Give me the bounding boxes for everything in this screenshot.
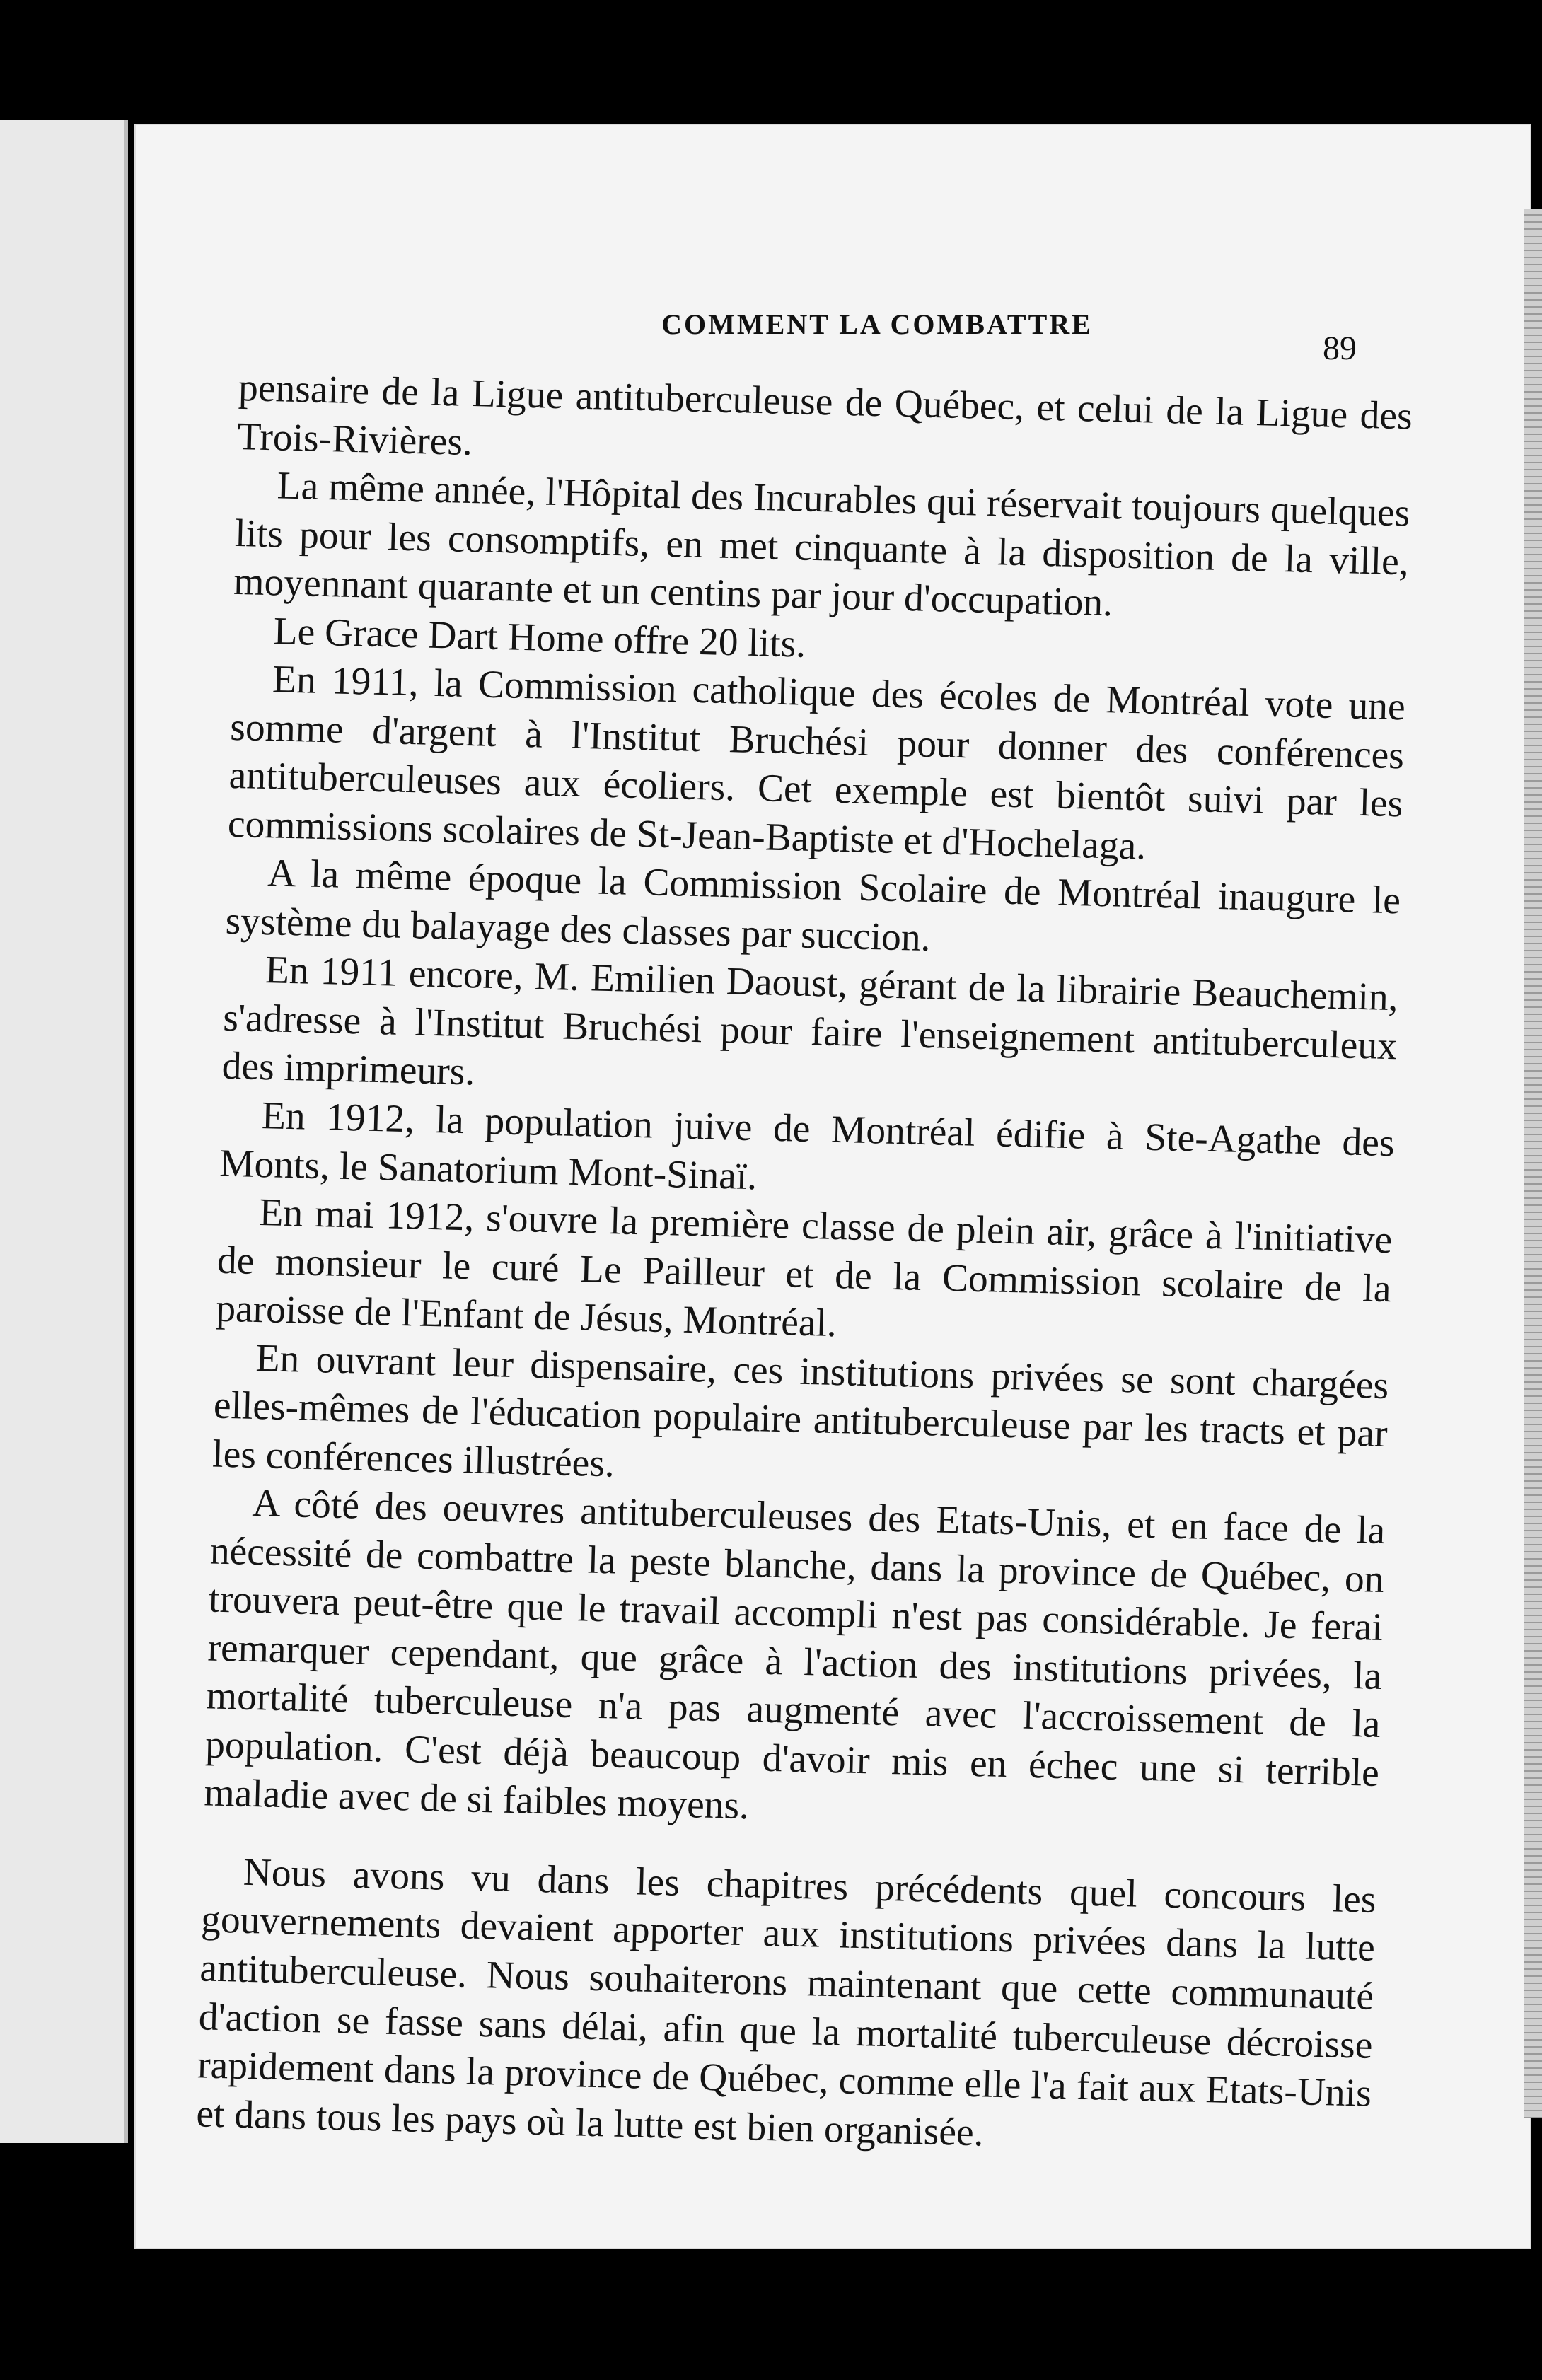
book-page: [134, 124, 1531, 2249]
paragraph: En ouvrant leur dispensaire, ces institutions privées se sont chargées elles-mêmes de l'éducation populaire antituberculeuse par les tracts et par les conférences illustrées.: [211, 1336, 1389, 1486]
paragraph: En 1911 encore, M. Emilien Daoust, gérant de la librairie Beauchemin, s'adresse à l'Institut Bruchési pour faire l'enseignement antituberculeux des imprimeurs.: [221, 948, 1399, 1094]
page-number: 89: [1323, 330, 1357, 367]
facing-page-edge: [0, 120, 128, 2143]
paragraph: En 1912, la population juive de Montréal édifie à Ste-Agathe des Monts, le Sanatorium Mont-Sinaï.: [219, 1094, 1396, 1198]
paragraph: A la même époque la Commission Scolaire de Montréal inaugure le système du balayage des classes par succion.: [225, 852, 1401, 960]
running-header: COMMENT LA COMBATTRE: [661, 308, 1093, 340]
paragraph: La même année, l'Hôpital des Incurables qui réservait toujours quelques lits pour les consomptifs, en met cinquante à la disposition de la ville, moyennant quarante et un centins par jour d'occupation.: [233, 464, 1411, 625]
paragraph: En mai 1912, s'ouvre la première classe de plein air, grâce à l'initiative de monsieur le curé Le Pailleur et de la Commission scolaire de la paroisse de l'Enfant de Jésus, Montréal.: [215, 1191, 1393, 1346]
paragraph: Le Grace Dart Home offre 20 lits.: [273, 609, 806, 666]
paragraph: En 1911, la Commission catholique des écoles de Montréal vote une somme d'argent à l'Institut Bruchési pour donner des conférences antituberculeuses aux écoliers. Cet exemple est bientôt suivi par les commissions scolaires de St-Jean-Baptiste et d'Hochelaga.: [227, 658, 1406, 869]
page-body: [196, 364, 1413, 2167]
paragraph: A côté des oeuvres antituberculeuses des Etats-Unis, et en face de la nécessité de combattre la peste blanche, dans la province de Québec, on trouvera peut-être que le travail accompli n'est pas considérable. Je ferai remarquer cependant, que grâce à l'action des institutions privées, la mortalité tuberculeuse n'a pas augmenté avec l'accroissement de la population. C'est déjà beaucoup d'avoir mis en échec une si terrible maladie avec de si faibles moyens.: [203, 1482, 1386, 1828]
page-stack-edge: [1524, 209, 1542, 2118]
paragraph: pensaire de la Ligue antituberculeuse de Québec, et celui de la Ligue des Trois-Rivières.: [236, 366, 1413, 464]
paragraph: Nous avons vu dans les chapitres précédents quel concours les gouvernements devaient apporter aux institutions privées dans la lutte antituberculeuse. Nous souhaiterons maintenant que cette communauté d'action se fasse sans délai, afin que la mortalité tuberculeuse décroisse rapidement dans la province de Québec, comme elle l'a fait aux Etats-Unis et dans tous les pays où la lutte est bien organisée.: [195, 1850, 1377, 2155]
